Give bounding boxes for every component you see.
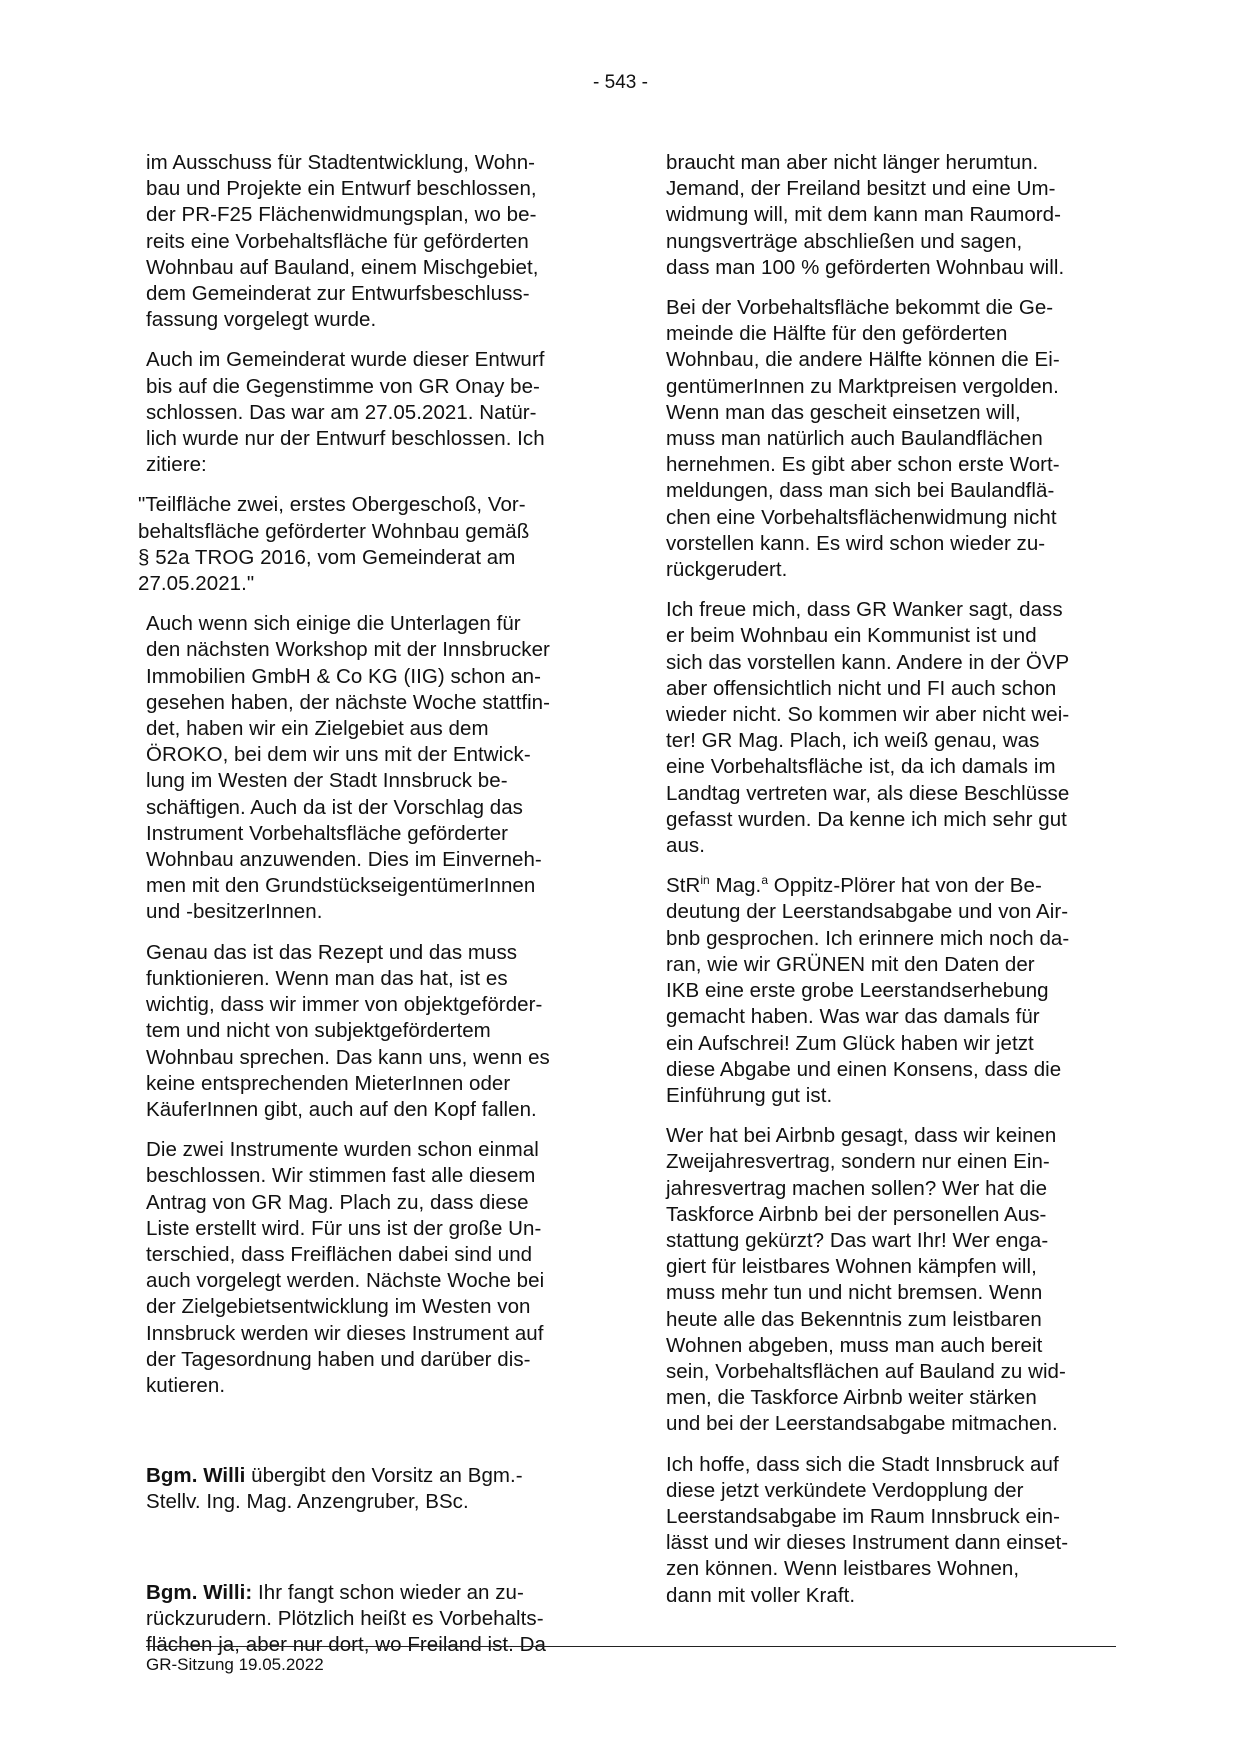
spacer (146, 1530, 595, 1580)
paragraph-text: Mag. (709, 874, 762, 898)
superscript: in (700, 873, 710, 888)
right-column (666, 150, 1115, 1623)
page-number: - 543 - (593, 72, 648, 93)
footer-session-date: GR-Sitzung 19.05.2022 (146, 1655, 324, 1674)
paragraph: Bei der Vorbehaltsfläche bekommt die Ge- meinde die Hälfte für den geförderten Wohnbau, die andere Hälfte können die Ei- gentümerInnen zu Marktpreisen vergolden. Wenn man das gescheit einsetzen will, muss man natürlich auch Baulandflächen hernehmen. Es gibt aber schon erste Wort- meldungen, dass man sich bei Baulandflä- chen eine Vorbehaltsflächenwidmung nicht vorstellen kann. Es wird schon wieder zu- rückgerudert. (666, 296, 1060, 582)
paragraph (666, 873, 1115, 1109)
paragraph-text: StR (666, 874, 701, 898)
superscript: a (761, 873, 769, 888)
speaker-name: Bgm. Willi (146, 1464, 246, 1488)
paragraph: im Ausschuss für Stadtentwicklung, Wohn- bau und Projekte ein Entwurf beschlossen, der PR-F25 Flächenwidmungsplan, wo be- reits eine Vorbehaltsfläche für geförderten Wohnbau auf Bauland, einem Mischgebiet, dem Gemeinderat zur Entwurfsbeschluss- fassung vorgelegt wurde. (146, 151, 539, 332)
speaker-name: Bgm. Willi: (146, 1580, 253, 1604)
paragraph: Auch wenn sich einige die Unterlagen für den nächsten Workshop mit der Innsbrucker Immobilien GmbH & Co KG (IIG) schon an- gesehen haben, der nächste Woche stattfin- det, haben wir ein Zielgebiet aus dem ÖROKO, bei dem wir uns mit der Entwick- lung im Westen der Stadt Innsbruck be- schäftigen. Auch da ist der Vorschlag das Instrument Vorbehaltsfläche geförderter Wohnbau anzuwenden. Dies im Einverneh- men mit den GrundstückseigentümerInnen und -besitzerInnen. (146, 612, 551, 924)
paragraph-text: übergibt den Vorsitz an Bgm.- Stellv. Ing. Mag. Anzengruber, BSc. (146, 1464, 523, 1514)
paragraph: Genau das ist das Rezept und das muss funktionieren. Wenn man das hat, ist es wichtig, dass wir immer von objektgeförder- tem und nicht von subjektgefördertem Wohnbau sprechen. Das kann uns, wenn es keine entsprechenden MieterInnen oder KäuferInnen gibt, auch auf den Kopf fallen. (146, 940, 550, 1121)
chair-handover-paragraph (146, 1463, 595, 1515)
paragraph: braucht man aber nicht länger herumtun. Jemand, der Freiland besitzt und eine Um- widmung will, mit dem kann man Raumord- nungsverträge abschließen und sagen, dass man 100 % geförderten Wohnbau will. (666, 151, 1065, 279)
paragraph-text: Ihr fangt schon wieder an zu- rückzurudern. Plötzlich heißt es Vorbehalts- flächen ja, aber nur dort, wo Freiland ist. Da (146, 1580, 546, 1656)
paragraph: Ich hoffe, dass sich die Stadt Innsbruck auf diese jetzt verkündete Verdopplung der Leerstandsabgabe im Raum Innsbruck ein- lässt und wir dieses Instrument dann einset- zen können. Wenn leistbares Wohnen, dann mit voller Kraft. (666, 1452, 1069, 1607)
paragraph-text: Oppitz-Plörer hat von der Be- deutung der Leerstandsabgabe und von Air- bnb gesprochen. Ich erinnere mich noch da- ran, wie wir GRÜNEN mit den Daten der IKB eine erste grobe Leerstandserhebung gemacht haben. Was war das damals für ein Aufschrei! Zum Glück haben wir jetzt diese Abgabe und einen Konsens, dass die Einführung gut ist. (666, 874, 1070, 1107)
paragraph: Auch im Gemeinderat wurde dieser Entwurf bis auf die Gegenstimme von GR Onay be- schlossen. Das war am 27.05.2021. Natür- lich wurde nur der Entwurf beschlossen. Ich zitiere: (146, 348, 545, 477)
paragraph: Wer hat bei Airbnb gesagt, dass wir keinen Zweijahresvertrag, sondern nur einen Ein- jahresvertrag machen sollen? Wer hat die Taskforce Airbnb bei der personellen Aus- stattung gekürzt? Das wart Ihr! Wer enga- giert für leistbares Wohnen kämpfen will, muss mehr tun und nicht bremsen. Wenn heute alle das Bekenntnis zum leistbaren Wohnen abgeben, muss man auch bereit sein, Vorbehaltsflächen auf Bauland zu wid- men, die Taskforce Airbnb weiter stärken und bei der Leerstandsabgabe mitmachen. (666, 1124, 1066, 1436)
paragraph: Ich freue mich, dass GR Wanker sagt, dass er beim Wohnbau ein Kommunist ist und sich das vorstellen kann. Andere in der ÖVP aber offensichtlich nicht und FI auch schon wieder nicht. So kommen wir aber nicht wei- ter! GR Mag. Plach, ich weiß genau, was eine Vorbehaltsfläche ist, da ich damals im Landtag vertreten war, als diese Beschlüsse gefasst wurden. Da kenne ich mich sehr gut aus. (666, 598, 1070, 858)
paragraph: Die zwei Instrumente wurden schon einmal beschlossen. Wir stimmen fast alle diesem Antrag von GR Mag. Plach zu, dass diese Liste erstellt wird. Für uns ist der große Un- terschied, dass Freiflächen dabei sind und auch vorgelegt werden. Nächste Woche bei der Zielgebietsentwicklung im Westen von Innsbruck werden wir dieses Instrument auf der Tagesordnung haben und darüber dis- kutieren. (146, 1138, 545, 1397)
footer-divider (146, 1646, 1116, 1647)
quote-paragraph: "Teilfläche zwei, erstes Obergeschoß, Vor- behaltsfläche geförderter Wohnbau gemäß § 52a TROG 2016, vom Gemeinderat am 27.05.2021." (138, 493, 530, 596)
spacer (146, 1413, 595, 1463)
left-column (138, 150, 595, 1672)
